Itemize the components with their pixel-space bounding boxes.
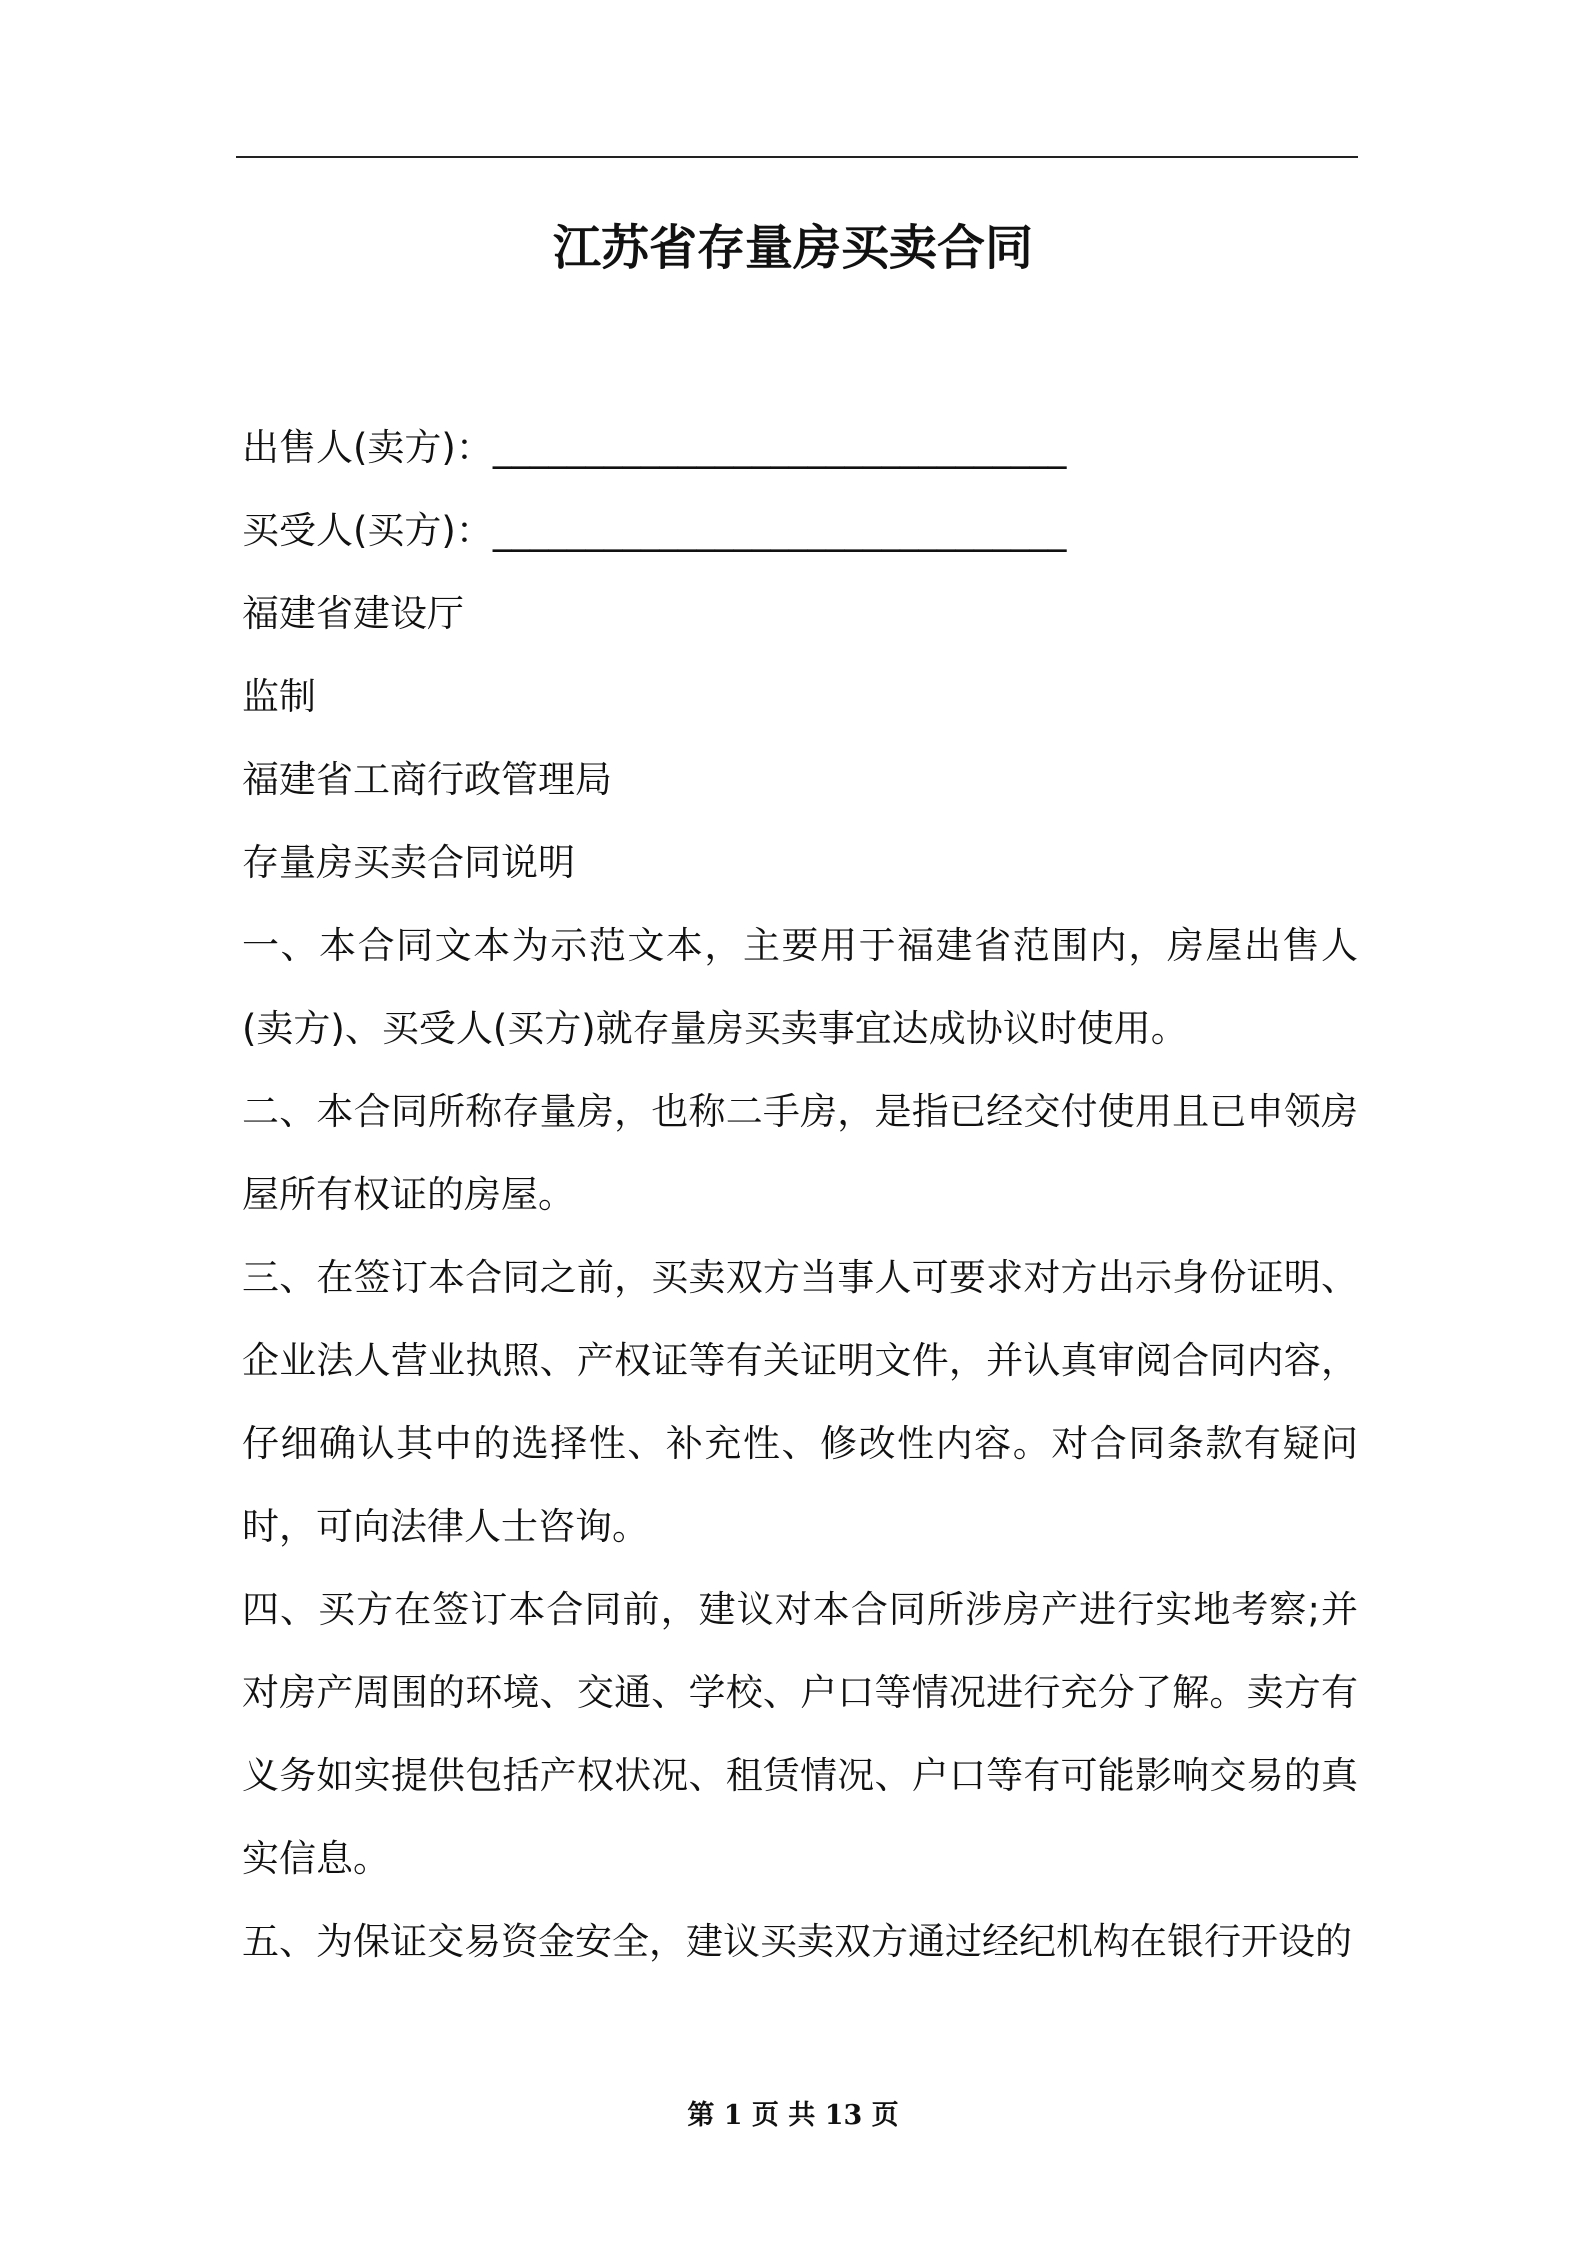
paragraph-5: 五、为保证交易资金安全，建议买卖双方通过经纪机构在银行开设的 — [242, 1920, 1352, 1963]
issuer-commerce-bureau: 福建省工商行政管理局 — [242, 758, 612, 801]
document-body — [242, 406, 1358, 1983]
document-title: 江苏省存量房买卖合同 — [552, 220, 1033, 276]
paragraph-2: 二、本合同所称存量房，也称二手房，是指已经交付使用且已申领房屋所有权证的房屋。 — [242, 1090, 1358, 1216]
page-number: 第 1 页 共 13 页 — [687, 2100, 899, 2131]
paragraph-1: 一、本合同文本为示范文本，主要用于福建省范围内，房屋出售人(卖方)、买受人(买方)就存量房买卖事宜达成协议时使用。 — [242, 924, 1358, 1050]
header-rule — [236, 156, 1358, 158]
issuer-supervision: 监制 — [242, 675, 316, 718]
buyer-line: 买受人(买方)：_______________________________ — [242, 509, 1067, 552]
issuer-construction-dept: 福建省建设厅 — [242, 592, 464, 635]
section-title: 存量房买卖合同说明 — [242, 841, 575, 884]
seller-line: 出售人(卖方)：_______________________________ — [242, 426, 1067, 469]
paragraph-4: 四、买方在签订本合同前，建议对本合同所涉房产进行实地考察;并对房产周围的环境、交通、学校、户口等情况进行充分了解。卖方有义务如实提供包括产权状况、租赁情况、户口等有可能影响交易的真实信息。 — [242, 1588, 1358, 1880]
paragraph-3: 三、在签订本合同之前，买卖双方当事人可要求对方出示身份证明、企业法人营业执照、产权证等有关证明文件，并认真审阅合同内容，仔细确认其中的选择性、补充性、修改性内容。对合同条款有疑问时，可向法律人士咨询。 — [242, 1256, 1358, 1548]
